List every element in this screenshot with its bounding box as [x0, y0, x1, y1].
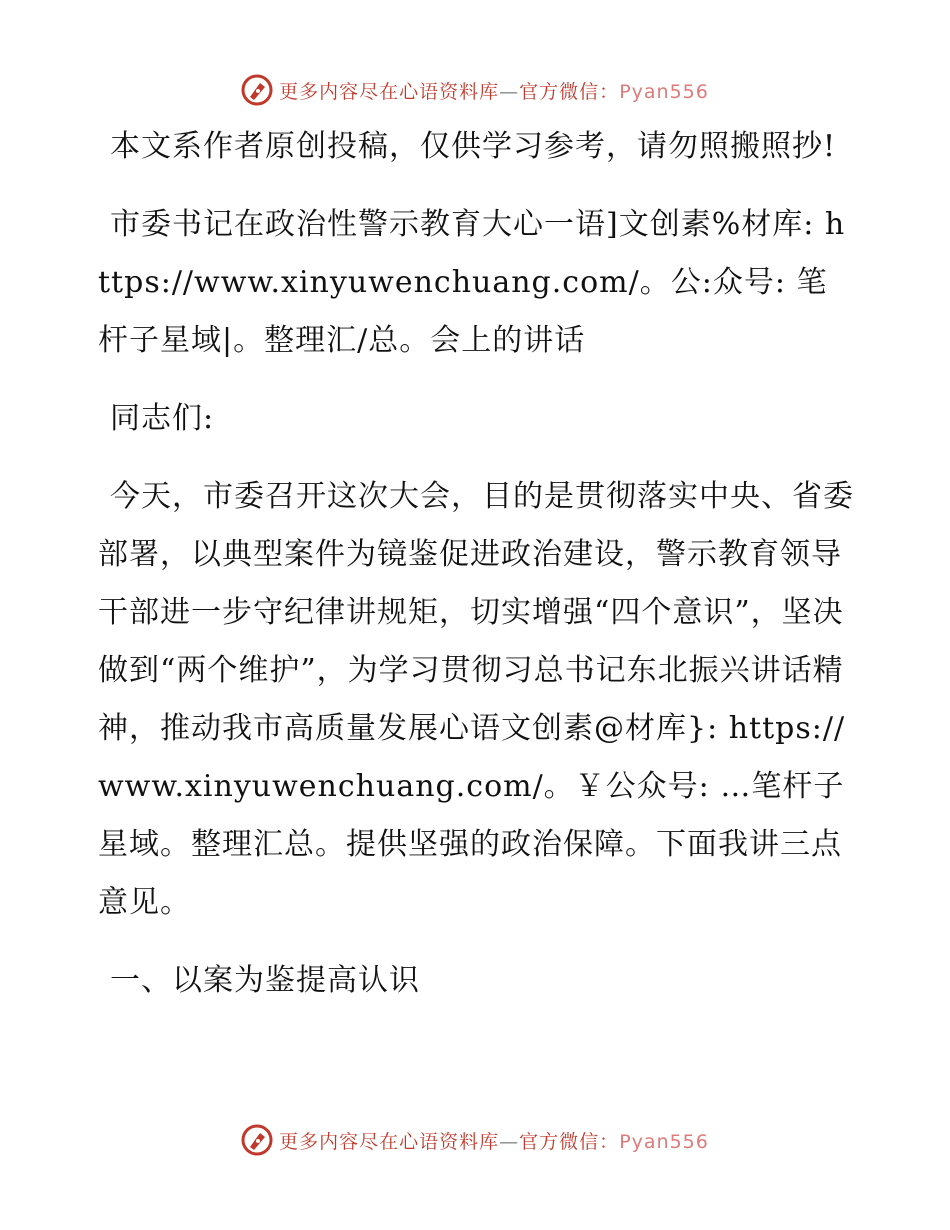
- paragraph-intro: 今天，市委召开这次大会，目的是贯彻落实中央、省委部署，以典型案件为镜鉴促进政治建设，警示教育领导干部进一步守纪律讲规矩，切实增强“四个意识”，坚决做到“两个维护”，为学习贯彻习总书记东北振兴讲话精神，推动我市高质量发展心语文创素@材库}: https://www.xinyuwenchuang.com/。￥公众号: …笔杆子星域。整理汇总。提供坚强的政治保障。下面我讲三点意见。: [98, 479, 854, 920]
- header-banner: [0, 70, 950, 110]
- section-heading: 一、以案为鉴提高认识: [110, 963, 420, 998]
- footer-wechat-label: 官方微信：: [519, 1130, 620, 1153]
- paragraph-title: 市委书记在政治性警示教育大心一语]文创素%材库: https://www.xinyuwenchuang.com/。公:众号: 笔杆子星域|。整理汇/总。会上的讲话: [98, 207, 846, 358]
- banner-separator: —: [499, 80, 520, 103]
- pen-nib-logo-icon-footer: [241, 1124, 273, 1156]
- pen-nib-logo-icon: [241, 74, 273, 106]
- paragraph-salutation: 同志们:: [110, 401, 215, 436]
- footer-banner: [0, 1120, 950, 1160]
- footer-account: Pyan556: [619, 1130, 709, 1153]
- banner-wechat-label: 官方微信：: [519, 80, 620, 103]
- document-body: [98, 118, 858, 1030]
- banner-account: Pyan556: [619, 80, 709, 103]
- banner-main-text: 更多内容尽在心语资料库: [279, 80, 500, 103]
- footer-separator: —: [499, 1130, 520, 1153]
- footer-main-text: 更多内容尽在心语资料库: [279, 1130, 500, 1153]
- paragraph-notice: 本文系作者原创投稿，仅供学习参考，请勿照搬照抄!: [110, 129, 837, 164]
